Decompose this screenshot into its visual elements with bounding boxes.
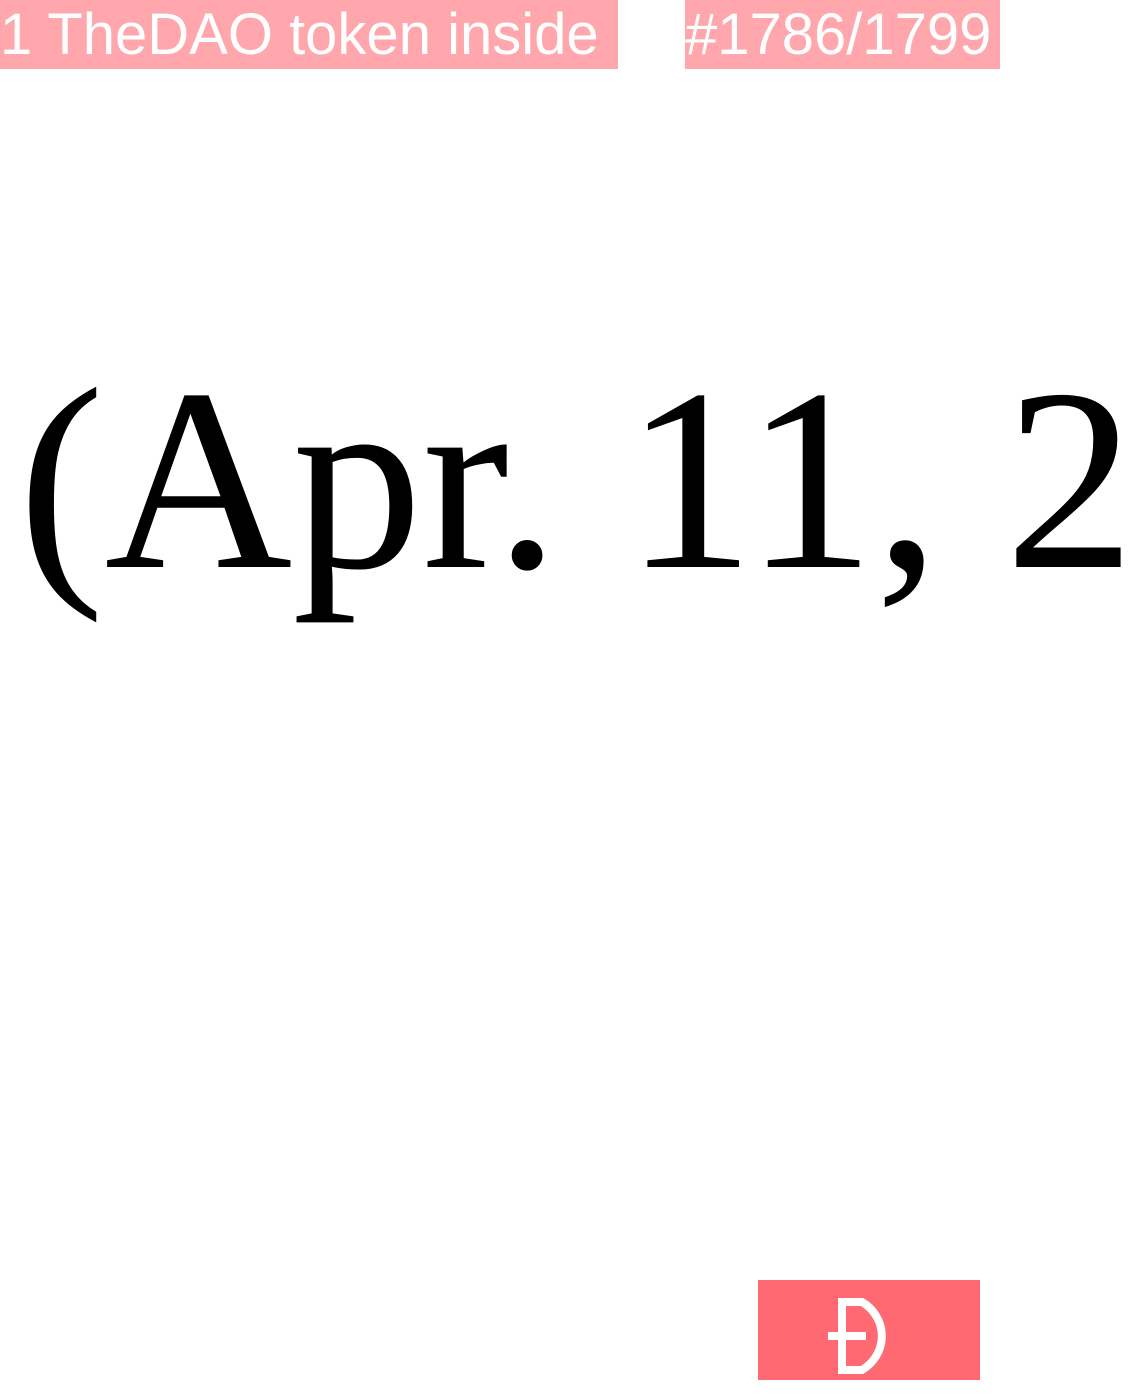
dao-logo-icon <box>758 1280 980 1380</box>
date-text: (Apr. 11, 2 <box>18 336 1135 624</box>
token-label: 1 TheDAO token inside <box>0 0 618 69</box>
serial-number: #1786/1799 <box>685 0 1000 69</box>
dao-logo <box>758 1280 980 1380</box>
